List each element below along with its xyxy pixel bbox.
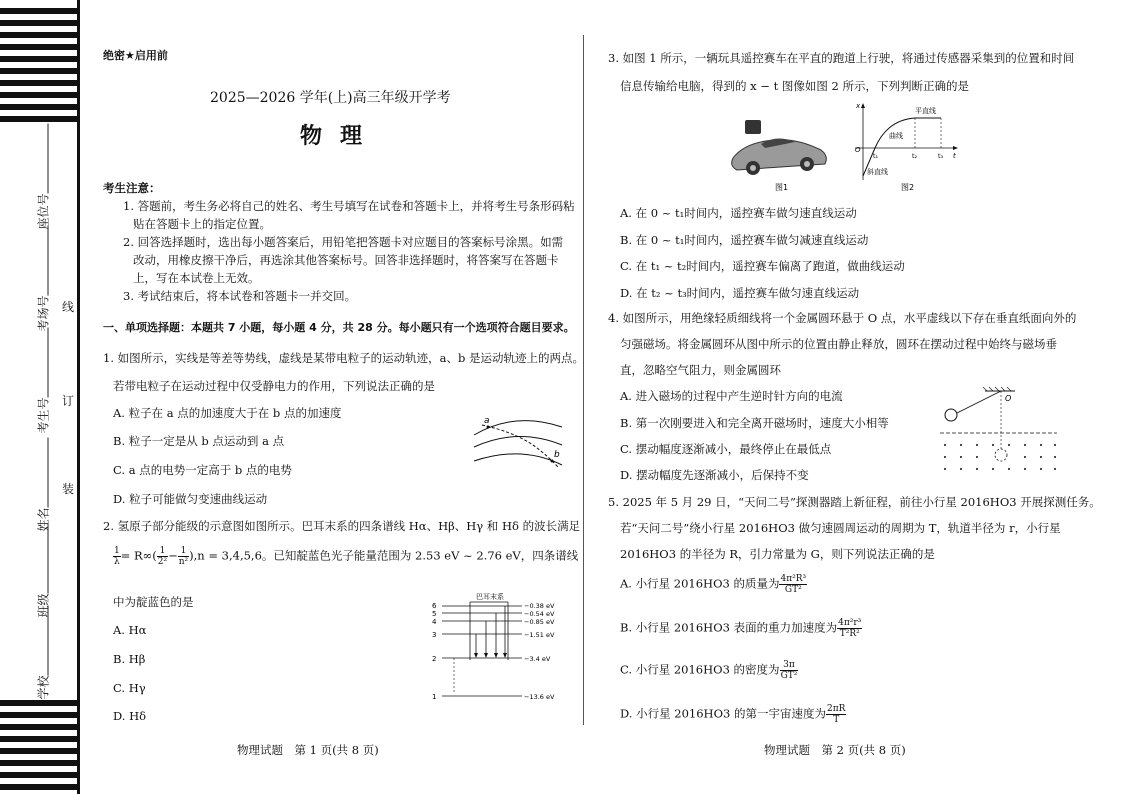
q4-option-c: C. 摆动幅度逐渐减小，最终停止在最低点 — [620, 442, 832, 456]
notice-line: 3. 考试结束后，将本试卷和答题卡一并交回。 — [123, 289, 357, 303]
q3-option-b: B. 在 0 ~ t₁时间内，遥控赛车做匀减速直线运动 — [620, 233, 869, 247]
svg-text:6: 6 — [432, 602, 437, 610]
svg-text:O: O — [855, 146, 861, 154]
q4-stem: 匀强磁场。将金属圆环从图中所示的位置由静止释放，圆环在摆动过程中始终与磁场垂 — [620, 337, 1057, 351]
q5-option-b: B. 小行星 2016HO3 表面的重力加速度为 $\frac{\text{4π²r³}}{\text{T²R²}}$ — [620, 618, 862, 639]
svg-text:−13.6 eV: −13.6 eV — [524, 693, 555, 701]
q5-option-c: C. 小行星 2016HO3 的密度为 $\frac{3\pi}{\text{GT²}}$ — [620, 660, 798, 681]
q5-stem: 若“天问二号”绕小行星 2016HO3 做匀速圆周运动的周期为 T，轨道半径为 r，小行星 — [620, 521, 1061, 535]
q2-option-d: D. Hδ — [113, 709, 147, 723]
q4-option-d: D. 摆动幅度先逐渐减小，后保持不变 — [620, 468, 809, 482]
field-class: 班级 — [35, 523, 52, 617]
q5-option-a: A. 小行星 2016HO3 的质量为 $\frac{\text{4π²R³}}{\text{GT²}}$ — [620, 574, 807, 595]
q4-stem: 直，忽略空气阻力，则金属圆环 — [620, 363, 781, 377]
svg-text:−1.51 eV: −1.51 eV — [524, 631, 555, 639]
q4-pendulum-figure — [935, 385, 1065, 477]
q3-figure-1-car — [725, 110, 835, 195]
q1-option-d: D. 粒子可能做匀变速曲线运动 — [113, 492, 268, 506]
svg-text:t₁: t₁ — [873, 152, 879, 160]
balmer-title: 巴耳末系 — [476, 593, 504, 601]
q1-option-a: A. 粒子在 a 点的加速度大于在 b 点的加速度 — [113, 406, 342, 420]
q2-stem: 2. 氢原子部分能级的示意图如图所示。巴耳末系的四条谱线 Hα、Hβ、Hγ 和 Hδ 的波长满足 — [103, 519, 581, 533]
page-1 — [95, 0, 584, 794]
q5-option-d: D. 小行星 2016HO3 的第一宇宙速度为 $\frac{2\pi R}{T}$ — [620, 704, 846, 725]
q1-stem: 若带电粒子在运动过程中仅受静电力的作用，下列说法正确的是 — [113, 379, 435, 393]
cut-mark-bind: 订 — [62, 394, 75, 408]
svg-text:1: 1 — [432, 693, 437, 701]
label-b: b — [554, 450, 560, 460]
fig1-caption: 图1 — [775, 183, 789, 192]
field-school: 学校 — [35, 605, 52, 699]
svg-text:2: 2 — [432, 655, 437, 663]
q1-option-c: C. a 点的电势一定高于 b 点的电势 — [113, 463, 292, 477]
notice-line: 改动，用橡皮擦干净后，再选涂其他答案标号。回答非选择题时，将答案写在答题卡 — [133, 253, 559, 267]
fig2-caption: 图2 — [901, 183, 915, 192]
q1-option-b: B. 粒子一定是从 b 点运动到 a 点 — [113, 434, 285, 448]
q3-option-c: C. 在 t₁ ~ t₂时间内，遥控赛车偏离了跑道，做曲线运动 — [620, 259, 905, 273]
q1-stem: 1. 如图所示，实线是等差等势线，虚线是某带电粒子的运动轨迹，a、b 是运动轨迹上的两点。 — [103, 351, 584, 365]
svg-text:平直线: 平直线 — [915, 107, 936, 115]
svg-text:−0.85 eV: −0.85 eV — [524, 618, 555, 626]
page-2 — [600, 0, 1100, 794]
field-name: 姓名 — [35, 437, 52, 531]
svg-text:t₂: t₂ — [912, 152, 918, 160]
exam-title: 2025—2026 学年(上)高三年级开学考 — [210, 90, 451, 106]
svg-text:斜直线: 斜直线 — [867, 168, 888, 176]
notice-line: 2. 回答选择题时，选出每小题答案后，用铅笔把答题卡对应题目的答案标号涂黑。如需 — [123, 235, 564, 249]
field-seat: 座位号 — [35, 123, 52, 229]
field-examinee: 考生号 — [35, 327, 52, 433]
svg-text:x: x — [856, 102, 861, 110]
q5-stem: 5. 2025 年 5 月 29 日，“天问二号”探测器踏上新征程，前往小行星 2016HO3 开展探测任务。 — [608, 495, 1101, 509]
label-a: a — [484, 416, 490, 426]
q3-option-d: D. 在 t₂ ~ t₃时间内，遥控赛车做匀速直线运动 — [620, 286, 860, 300]
q2-energy-level-diagram — [430, 590, 565, 706]
q3-stem: 信息传输给电脑，得到的 x − t 图像如图 2 所示，下列判断正确的是 — [620, 79, 969, 93]
pivot-label: O — [1005, 394, 1012, 403]
notice-line: 贴在答题卡上的指定位置。 — [133, 217, 271, 231]
q3-stem: 3. 如图 1 所示，一辆玩具遥控赛车在平直的跑道上行驶，将通过传感器采集到的位置和时间 — [608, 51, 1075, 65]
svg-text:t: t — [953, 152, 956, 160]
remote-control-icon — [745, 120, 761, 134]
cut-mark-fold: 装 — [62, 482, 75, 496]
notice-heading: 考生注意： — [103, 181, 161, 195]
binding-strip — [0, 0, 78, 794]
cut-mark-line: 线 — [62, 300, 75, 314]
secret-label: 绝密★启用前 — [103, 49, 168, 62]
section-heading: 一、单项选择题：本题共 7 小题，每小题 4 分，共 28 分。每小题只有一个选项符合题目要求。 — [103, 321, 575, 334]
metal-ring — [945, 409, 957, 421]
binding-line — [77, 0, 80, 794]
field-room: 考场号 — [35, 225, 52, 331]
q3-option-a: A. 在 0 ~ t₁时间内，遥控赛车做匀速直线运动 — [620, 206, 857, 220]
svg-text:4: 4 — [432, 618, 437, 626]
q2-option-b: B. Hβ — [113, 652, 146, 666]
q5-stem: 2016HO3 的半径为 R，引力常量为 G，则下列说法正确的是 — [620, 547, 935, 561]
svg-text:t₃: t₃ — [938, 152, 944, 160]
svg-text:−0.54 eV: −0.54 eV — [524, 610, 555, 618]
q4-option-a: A. 进入磁场的过程中产生逆时针方向的电流 — [620, 389, 843, 403]
svg-text:−0.38 eV: −0.38 eV — [524, 602, 555, 610]
q3-figure-2-xt-graph — [845, 100, 960, 195]
notice-line: 1. 答题前，考生务必将自己的姓名、考生号填写在试卷和答题卡上，并将考生号条形码粘 — [123, 199, 575, 213]
q2-stem: 中为靛蓝色的是 — [113, 595, 194, 609]
svg-text:曲线: 曲线 — [889, 132, 903, 140]
notice-line: 上，写在本试卷上无效。 — [133, 271, 260, 285]
q4-option-b: B. 第一次刚要进入和完全离开磁场时，速度大小相等 — [620, 416, 889, 430]
page-footer: 物理试题 第 2 页(共 8 页) — [764, 743, 906, 757]
svg-text:5: 5 — [432, 610, 437, 618]
svg-text:3: 3 — [432, 631, 437, 639]
q2-option-c: C. Hγ — [113, 681, 146, 695]
page-footer: 物理试题 第 1 页(共 8 页) — [237, 743, 379, 757]
q4-stem: 4. 如图所示，用绝缘轻质细线将一个金属圆环悬于 O 点，水平虚线以下存在垂直纸面向外的 — [608, 311, 1077, 325]
column-divider — [583, 35, 584, 725]
q1-figure — [470, 405, 565, 475]
q2-option-a: A. Hα — [113, 623, 147, 637]
svg-text:−3.4 eV: −3.4 eV — [524, 655, 551, 663]
q2-formula: $\frac{1}{\lambda}$ = R∞( $\frac{1}{\text{2²}}$ − $\frac{1}{\text{n²}}$ ),n = 3,4,5,6。已知靛蓝色光子能量范围为 2.53 eV ~ 2.76 eV，四条谱线 — [114, 546, 579, 567]
subject-title: 物理 — [300, 123, 381, 149]
